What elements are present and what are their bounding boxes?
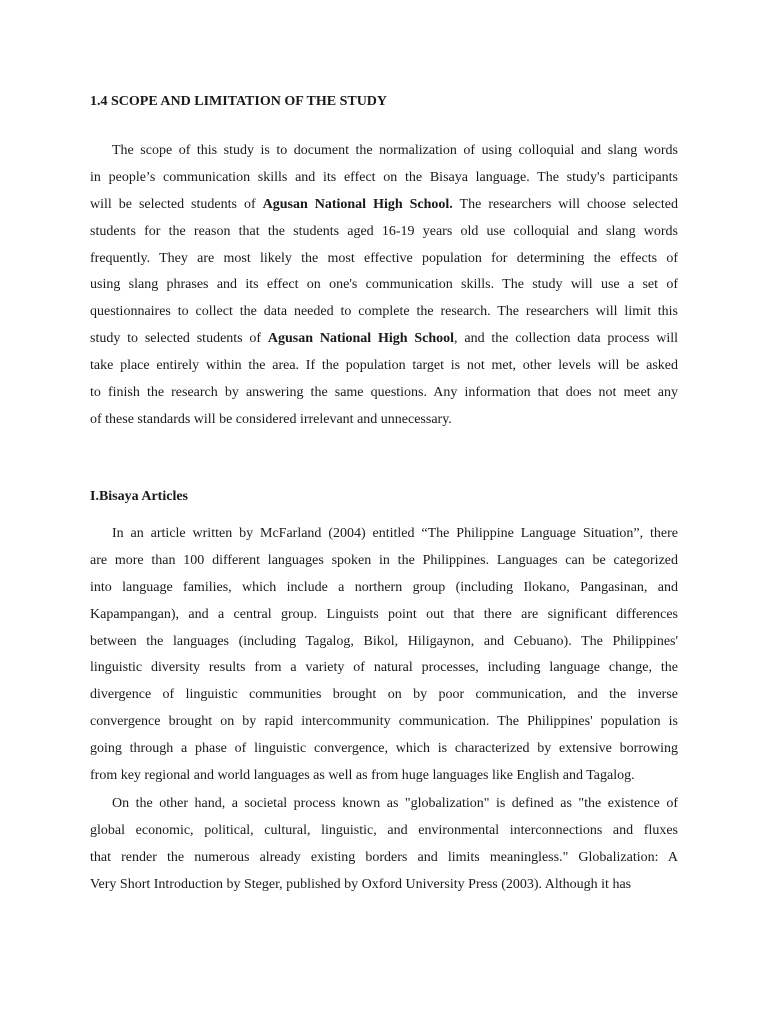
- text-line: [90, 299, 678, 326]
- text-line: [90, 763, 678, 790]
- text-run: that render the numerous already existing borders and limits meaningless." Globalization: A: [90, 849, 678, 865]
- text-line: [90, 791, 678, 818]
- text-line: [90, 872, 678, 899]
- text-line: [90, 165, 678, 192]
- text-run: divergence of linguistic communities brought on by poor communication, and the inverse: [90, 687, 678, 703]
- text-line: [90, 629, 678, 656]
- text-run: global economic, political, cultural, linguistic, and environmental interconnections and fluxes: [90, 822, 678, 838]
- text-run: convergence brought on by rapid intercommunity communication. The Philippines' population is: [90, 714, 678, 730]
- text-run: The researchers will choose selected: [452, 196, 678, 212]
- text-run: in people’s communication skills and its effect on the Bisaya language. The study's participants: [90, 169, 678, 185]
- text-line: [90, 246, 678, 273]
- text-line: [90, 575, 678, 602]
- text-run: linguistic diversity results from a variety of natural processes, including language change, the: [90, 660, 678, 676]
- text-run: using slang phrases and its effect on one's communication skills. The study will use a set of: [90, 277, 678, 293]
- text-line: [90, 655, 678, 682]
- text-run: going through a phase of linguistic convergence, which is characterized by extensive borrowing: [90, 741, 678, 757]
- text-line: [90, 407, 678, 434]
- bold-text: Agusan National High School: [267, 331, 455, 347]
- section-heading: 1.4 SCOPE AND LIMITATION OF THE STUDY: [90, 94, 388, 109]
- text-line: [90, 736, 678, 763]
- text-line: [90, 682, 678, 709]
- text-run: of these standards will be considered irrelevant and unnecessary.: [90, 411, 452, 427]
- text-run: take place entirely within the area. If the population target is not met, other levels will be asked: [90, 358, 678, 374]
- text-run: In an article written by McFarland (2004) entitled “The Philippine Language Situation”, there: [112, 526, 678, 541]
- text-run: Kapampangan), and a central group. Linguists point out that there are significant differences: [90, 606, 678, 622]
- text-run: frequently. They are most likely the most effective population for determining the effects of: [90, 250, 678, 266]
- mcfarland-paragraph: [90, 521, 678, 790]
- text-line: [90, 353, 678, 380]
- text-run: The scope of this study is to document the normalization of using colloquial and slang words: [112, 143, 678, 158]
- text-line: [90, 818, 678, 845]
- text-line: [90, 326, 678, 353]
- document-page: [90, 0, 678, 1024]
- text-run: On the other hand, a societal process known as "globalization" is defined as "the existence of: [112, 796, 678, 811]
- text-line: [90, 138, 678, 165]
- section-title: I.Bisaya Articles: [90, 489, 188, 504]
- text-line: [90, 602, 678, 629]
- text-run: students for the reason that the students aged 16-19 years old use colloquial and slang words: [90, 223, 678, 239]
- text-run: to finish the research by answering the same questions. Any information that does not meet any: [90, 385, 678, 401]
- text-line: [90, 845, 678, 872]
- text-run: are more than 100 different languages spoken in the Philippines. Languages can be categorized: [90, 552, 678, 568]
- text-line: [90, 219, 678, 246]
- scope-paragraph: [90, 138, 678, 434]
- text-line: [90, 272, 678, 299]
- text-run: Very Short Introduction by Steger, published by Oxford University Press (2003). Although it has: [90, 876, 632, 892]
- text-line: [90, 380, 678, 407]
- text-line: [90, 521, 678, 548]
- text-run: study to selected students of: [90, 331, 268, 347]
- text-line: [90, 548, 678, 575]
- text-run: into language families, which include a northern group (including Ilokano, Pangasinan, and: [90, 579, 678, 595]
- text-line: [90, 709, 678, 736]
- text-run: , and the collection data process will: [454, 331, 678, 347]
- text-run: from key regional and world languages as well as from huge languages like English and Tagalog.: [90, 768, 635, 784]
- text-line: [90, 192, 678, 219]
- text-run: will be selected students of: [90, 196, 263, 212]
- text-run: between the languages (including Tagalog, Bikol, Hiligaynon, and Cebuano). The Philippines': [90, 633, 678, 649]
- globalization-paragraph: [90, 791, 678, 899]
- bold-text: Agusan National High School.: [262, 196, 453, 212]
- text-run: questionnaires to collect the data needed to complete the research. The researchers will limit this: [90, 304, 678, 320]
